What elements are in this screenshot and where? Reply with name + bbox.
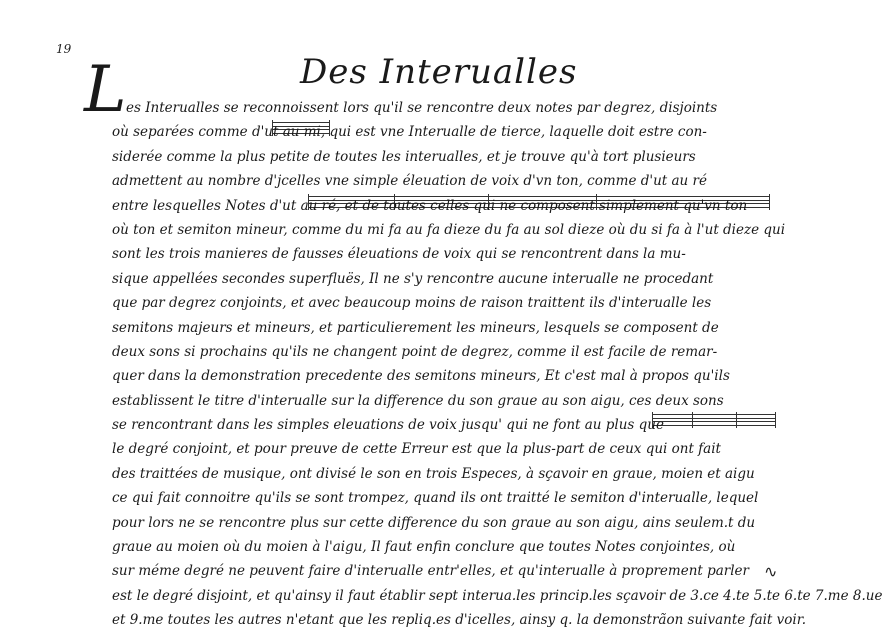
text-line: establissent le titre d'interualle sur la difference du son graue au son aigu, ces deux sons [112,392,724,409]
end-flourish-icon: ∿ [764,562,778,581]
body-text [112,96,882,633]
text-line: es Interualles se reconnoissent lors qu'il se rencontre deux notes par degrez, disjoints [126,100,718,116]
text-line: sont les trois manieres de fausses éleuations de voix qui se rencontrent dans la mu- [112,246,686,263]
text-line: entre lesquelles Notes d'ut au ré, et de toutes celles qui ne composent simplement qu'vn ton [112,197,748,214]
text-line: quer dans la demonstration precedente des semitons mineurs, Et c'est mal à propos qu'ils [112,368,730,385]
text-line: admettent au nombre d'jcelles vne simple éleuation de voix d'vn ton, comme d'ut au ré [112,173,707,190]
text-line: pour lors ne se rencontre plus sur cette difference du son graue au son aigu, ains seulem.t du [112,514,756,531]
text-line: et 9.me toutes les autres n'etant que les repliq.es d'icelles, ainsy q. la demonstrãon suivante fait voir. [112,612,806,629]
text-line: des traittées de musique, ont divisé le son en trois Especes, à sçavoir en graue, moien et aigu [112,465,755,482]
text-line: le degré conjoint, et pour preuve de cette Erreur est que la plus-part de ceux qui ont fait [112,441,721,458]
drop-cap-initial: L [84,53,127,127]
text-line: est le degré disjoint, et qu'ainsy il faut établir sept interua.les princip.les sçavoir de 3.ce 4.te 5.te 6.te 7.me 8.ue [112,587,882,604]
text-line: où separées comme d'ut au mi, qui est vne Interualle de tierce, laquelle doit estre con- [112,124,707,141]
page-number: 19 [56,42,72,56]
text-line: où ton et semiton mineur, comme du mi fa au fa dieze du fa au sol dieze où du si fa à l'ut dieze qui [112,221,786,238]
page-title: Des Interualles [300,52,578,92]
text-line: que par degrez conjoints, et avec beaucoup moins de raison traittent ils d'interualle les [112,295,712,312]
text-line: graue au moien où du moien à l'aigu, Il faut enfin conclure que toutes Notes conjointes, où [112,539,736,556]
text-line: semitons majeurs et mineurs, et particulierement les mineurs, lesquels se composent de [112,319,719,336]
text-line: ce qui fait connoitre qu'ils se sont trompez, quand ils ont traitté le semiton d'interualle, lequel [112,490,759,507]
text-line: se rencontrant dans les simples eleuations de voix jusqu' qui ne font au plus que [112,417,664,434]
text-line: sur méme degré ne peuvent faire d'interualle entr'elles, et qu'interualle à proprement parler [112,563,750,580]
text-line: deux sons si prochains qu'ils ne changent point de degrez, comme il est facile de remar- [112,343,718,360]
text-line: siderée comme la plus petite de toutes les interualles, et je trouve qu'à tort plusieurs [112,148,696,165]
text-line: sique appellées secondes superfluës, Il ne s'y rencontre aucune interualle ne procedant [112,270,714,287]
